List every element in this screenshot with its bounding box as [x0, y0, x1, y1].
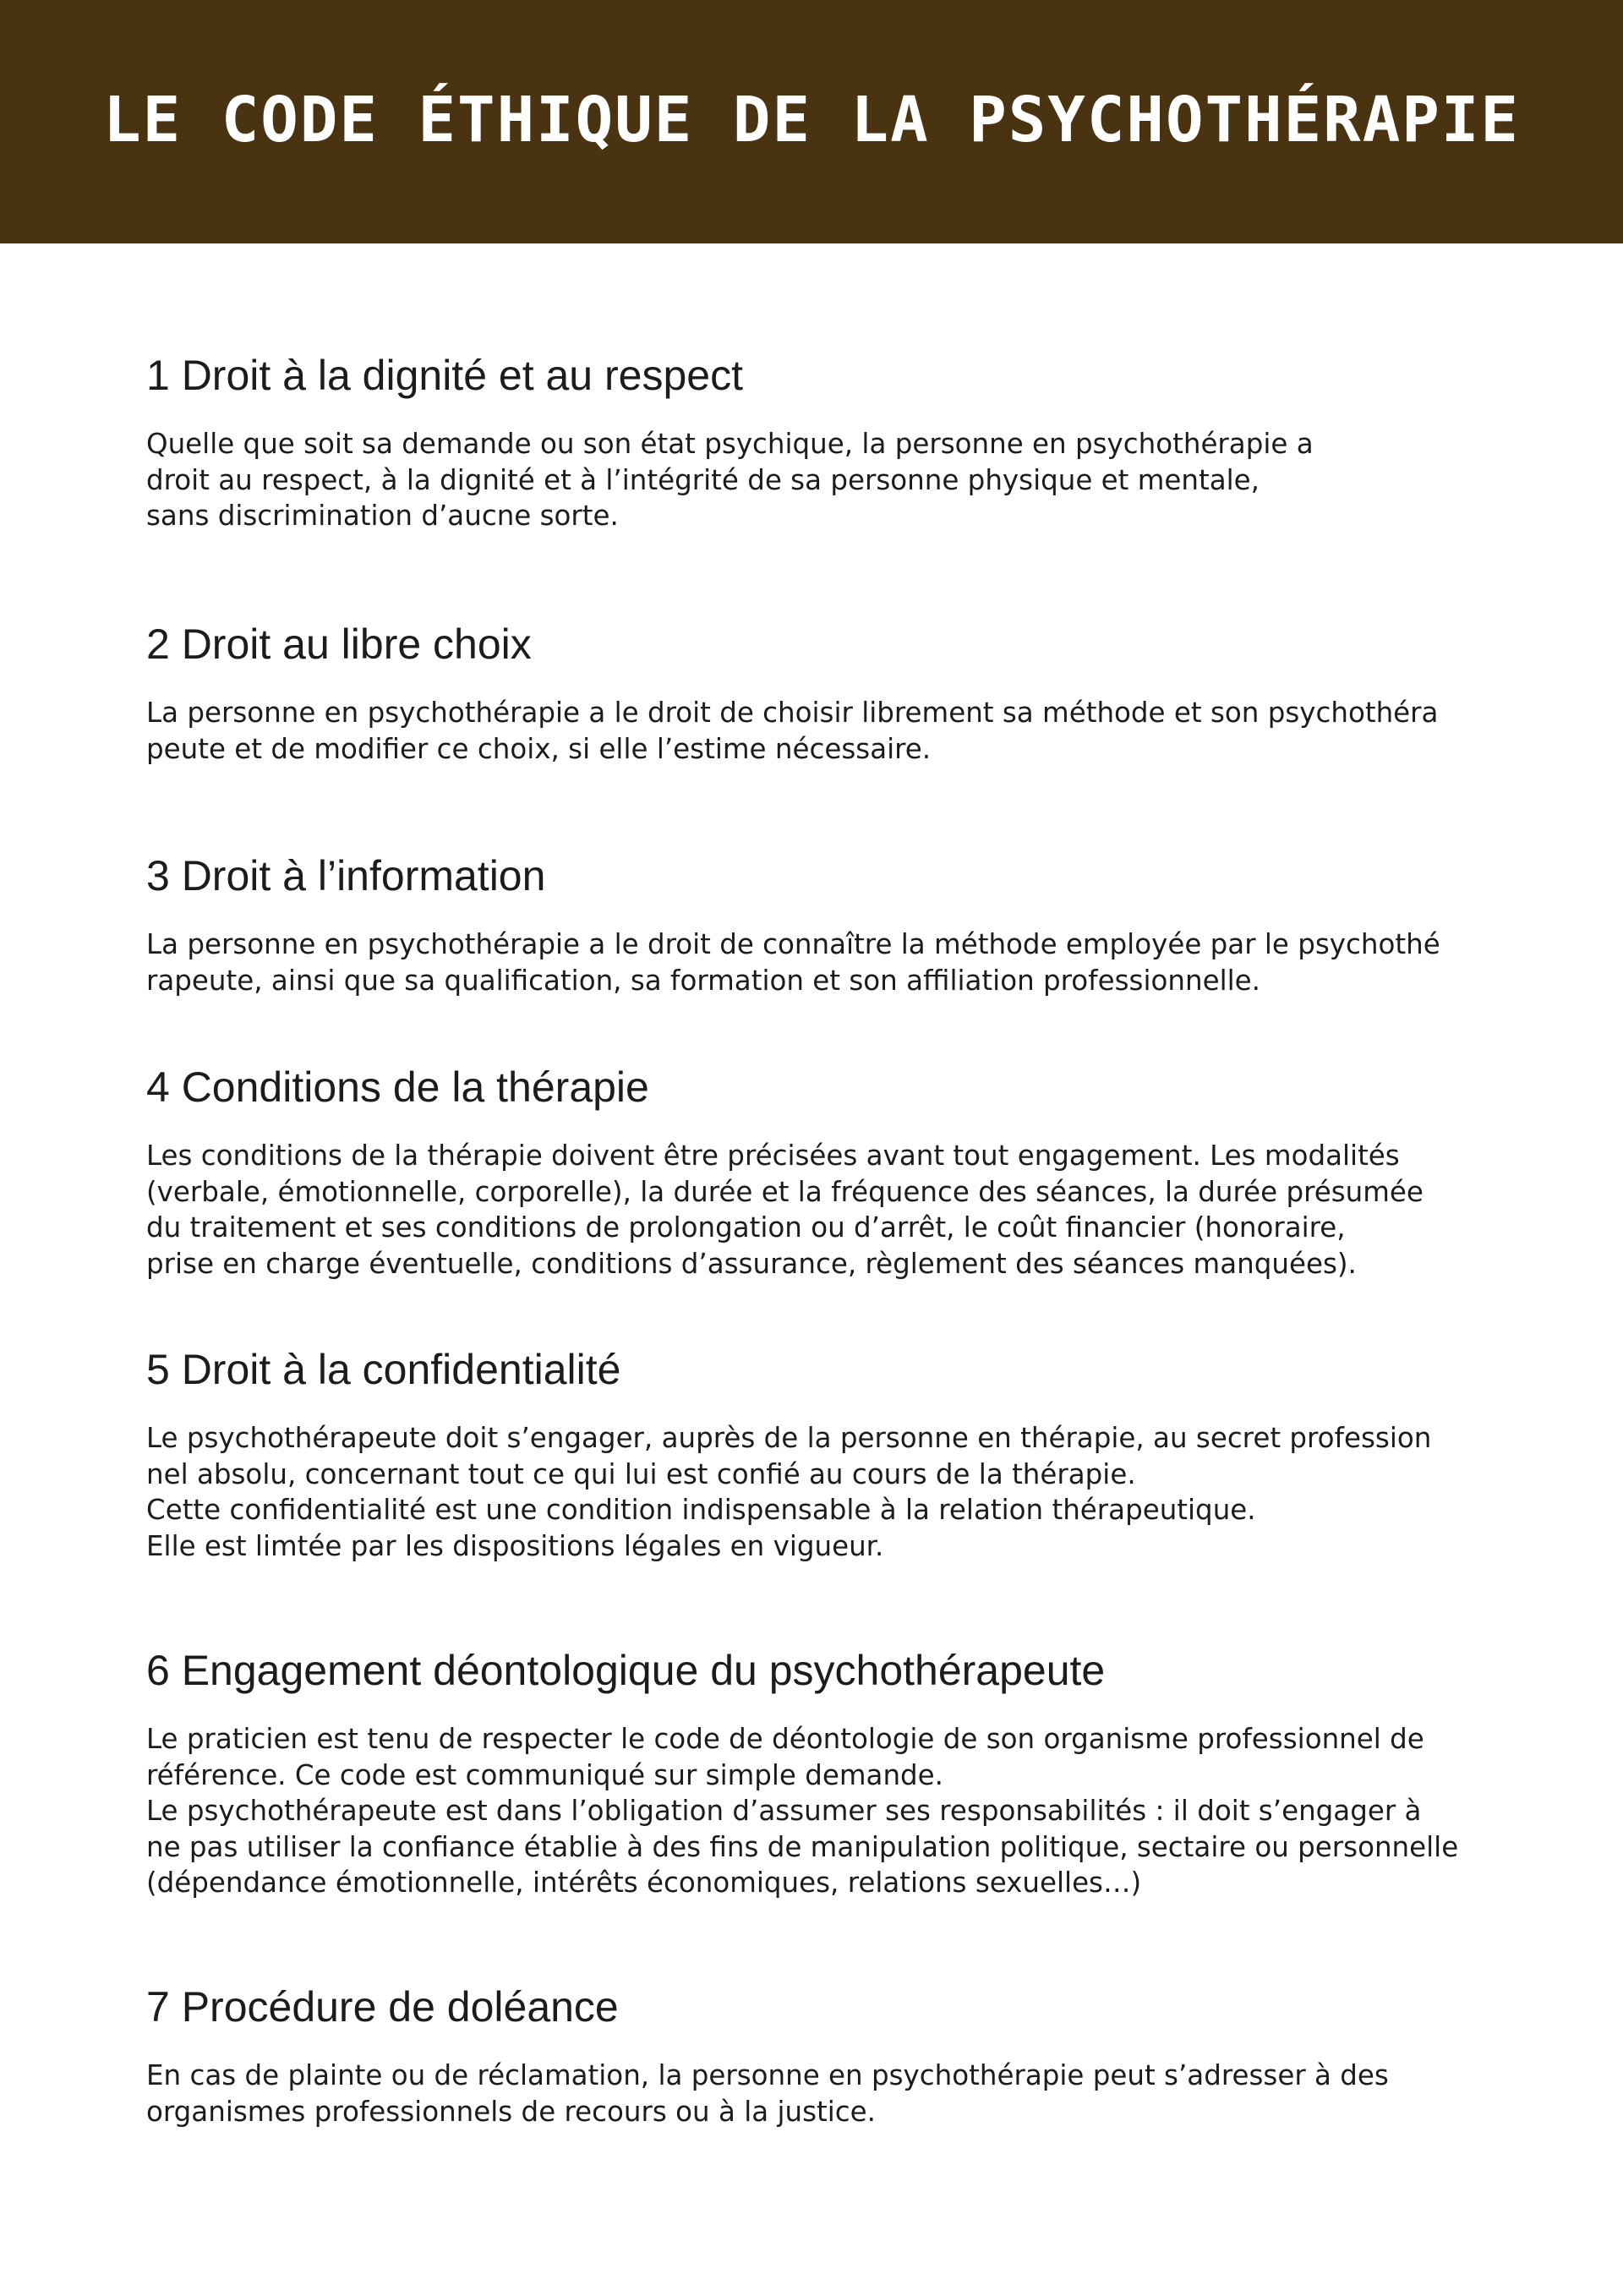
header-band: [0, 0, 1623, 243]
section-conditions: [146, 1062, 1583, 1282]
section-heading: 1 Droit à la dignité et au respect: [146, 352, 743, 399]
section-body: [146, 426, 1583, 534]
body-line: Elle est limtée par les dispositions légales en vigueur.: [146, 1529, 884, 1562]
body-line: organismes professionnels de recours ou à la justice.: [146, 2095, 876, 2128]
section-dignity: [146, 350, 1583, 534]
body-line: (dépendance émotionnelle, intérêts économiques, relations sexuelles…): [146, 1867, 1142, 1899]
body-line: ne pas utiliser la confiance établie à des fins de manipulation politique, sectaire ou personnelle: [146, 1830, 1459, 1863]
page-title: LE CODE ÉTHIQUE DE LA PSYCHOTHÉRAPIE: [103, 84, 1520, 156]
body-line: Cette confidentialité est une condition indispensable à la relation thérapeutique.: [146, 1494, 1256, 1526]
body-line: La personne en psychothérapie a le droit de connaître la méthode employée par le psychothé: [146, 928, 1440, 960]
body-line: En cas de plainte ou de réclamation, la personne en psychothérapie peut s’adresser à des: [146, 2059, 1389, 2091]
section-heading: 2 Droit au libre choix: [146, 620, 532, 668]
section-heading: 6 Engagement déontologique du psychothérapeute: [146, 1647, 1106, 1694]
section-heading: 3 Droit à l’information: [146, 852, 546, 899]
section-body: [146, 1138, 1583, 1282]
section-body: [146, 695, 1583, 767]
section-heading: 5 Droit à la confidentialité: [146, 1346, 621, 1393]
body-line: Le psychothérapeute doit s’engager, auprès de la personne en thérapie, au secret profession: [146, 1422, 1432, 1454]
body-line: Quelle que soit sa demande ou son état psychique, la personne en psychothérapie a: [146, 428, 1314, 460]
section-heading: 7 Procédure de doléance: [146, 1983, 619, 2031]
section-free-choice: [146, 619, 1583, 767]
body-line: Les conditions de la thérapie doivent être précisées avant tout engagement. Les modalités: [146, 1140, 1400, 1172]
body-line: sans discrimination d’aucne sorte.: [146, 500, 619, 532]
section-confidentiality: [146, 1344, 1583, 1564]
body-line: droit au respect, à la dignité et à l’intégrité de sa personne physique et mentale,: [146, 463, 1260, 496]
body-line: La personne en psychothérapie a le droit de choisir librement sa méthode et son psychothéra: [146, 697, 1439, 729]
body-line: du traitement et ses conditions de prolongation ou d’arrêt, le coût financier (honoraire,: [146, 1211, 1346, 1244]
body-line: rapeute, ainsi que sa qualification, sa formation et son affiliation professionnelle.: [146, 964, 1260, 997]
body-line: (verbale, émotionnelle, corporelle), la durée et la fréquence des séances, la durée présumée: [146, 1175, 1424, 1208]
body-line: Le psychothérapeute est dans l’obligation d’assumer ses responsabilités : il doit s’engager à: [146, 1795, 1422, 1827]
section-grievance: [146, 1982, 1583, 2129]
body-line: peute et de modifier ce choix, si elle l’estime nécessaire.: [146, 732, 932, 765]
section-heading: 4 Conditions de la thérapie: [146, 1063, 649, 1111]
section-body: [146, 1721, 1583, 1901]
body-line: prise en charge éventuelle, conditions d’assurance, règlement des séances manquées).: [146, 1247, 1357, 1280]
section-body: [146, 927, 1583, 998]
body-line: nel absolu, concernant tout ce qui lui est confié au cours de la thérapie.: [146, 1457, 1136, 1490]
body-line: Le praticien est tenu de respecter le code de déontologie de son organisme professionnel de: [146, 1723, 1424, 1755]
section-deontology: [146, 1645, 1583, 1901]
section-body: [146, 1420, 1583, 1564]
body-line: référence. Ce code est communiqué sur simple demande.: [146, 1758, 944, 1791]
section-information: [146, 850, 1583, 998]
section-body: [146, 2058, 1583, 2129]
